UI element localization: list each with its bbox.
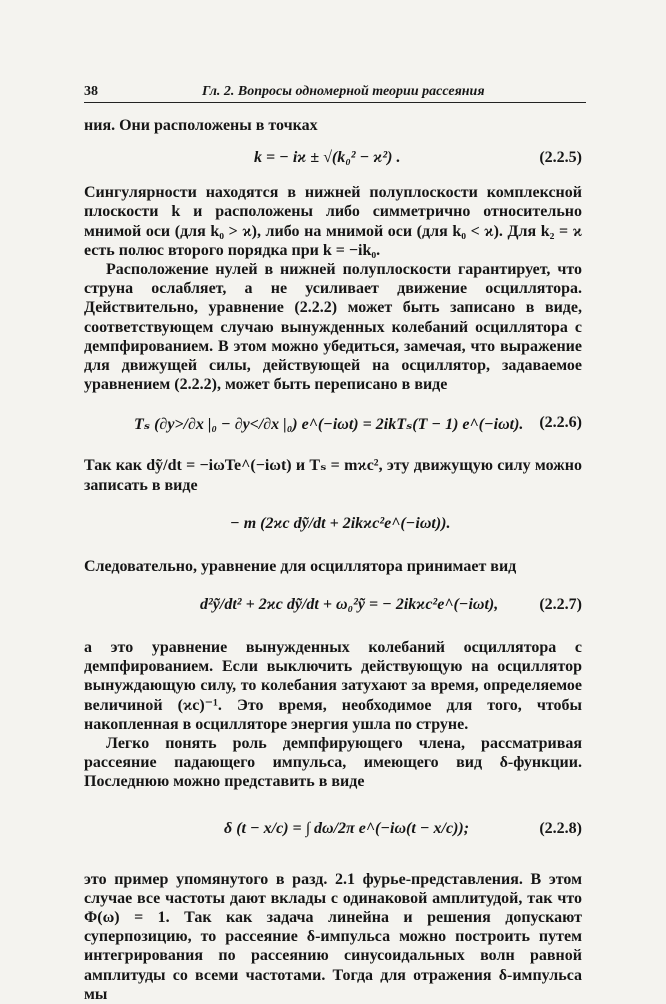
equation-formula: − m (2ϰc dỹ/dt + 2ikϰc²e^(−iωt)). [230,514,451,532]
paragraph: Легко понять роль демпфирующего члена, рассматривая рассеяние падающего импульса, имеющего вид δ-функции. Последнюю можно представить в виде [84,735,582,791]
equation-number: (2.2.7) [539,596,582,614]
equation-number: (2.2.8) [539,819,582,837]
equation-number: (2.2.6) [539,414,582,432]
equation-formula: k = − iϰ ± √(k₀² − ϰ²) . [254,149,401,167]
paragraph: Сингулярности находятся в нижней полуплоскости комплексной плоскости k и расположены либо симметрично относительно мнимой оси (для k₀ > ϰ), либо на мнимой оси (для k₀ < ϰ). Для k₂ = ϰ есть полюс второго порядка при k = −ik₀. [84,184,582,259]
equation-2-2-6 [84,402,582,446]
paragraph: ния. Они расположены в точках [84,117,318,134]
running-title: Гл. 2. Вопросы одномерной теории рассеяния [202,84,485,99]
text-column [84,116,582,1004]
equation-2-2-8 [84,800,582,860]
paragraph: Следовательно, уравнение для осциллятора принимает вид [84,557,517,575]
paragraph: Так как dỹ/dt = −iωTe^(−iωt) и Tₛ = mϰc², эту движущую силу можно записать в виде [84,457,582,494]
paragraph: Расположение нулей в нижней полуплоскости гарантирует, что струна ослабляет, а не усиливает движение осциллятора. Действительно, уравнение (2.2.2) может быть записано в виде, соответствующем случаю вынужденных колебаний осциллятора с демпфированием. В этом можно убедиться, замечая, что выражение для движущей силы, действующей на осциллятор, задаваемое уравнением (2.2.2), может быть переписано в виде [84,261,582,394]
equation-2-2-7 [84,584,582,628]
paragraph: это пример упомянутого в разд. 2.1 фурье-представления. В этом случае все частоты дают вклады с одинаковой амплитудой, так что Φ(ω) = 1. Так как задача линейна и решения допускают суперпозицию, то рассеяние δ-импульса можно построить путем интегрирования по рассеянию синусоидальных волн равной амплитуды со всеми частотами. Тогда для отражения δ-импульса мы [84,870,582,1003]
equation-unnumbered [84,503,582,547]
page-number: 38 [84,84,98,99]
equation-2-2-5 [84,143,582,173]
equation-formula: Tₛ (∂y>/∂x |₀ − ∂y</∂x |₀) e^(−iωt) = 2ikTₛ(T − 1) e^(−iωt). [134,416,524,434]
equation-formula: d²ỹ/dt² + 2ϰc dỹ/dt + ω₀²ỹ = − 2ikϰc²e^(−iωt), [200,596,499,614]
paragraph: а это уравнение вынужденных колебаний осциллятора с демпфированием. Если выключить действующую на осциллятор вынуждающую силу, то колебания затухают за время, определяемое величиной (ϰc)⁻¹. Это время, необходимое для того, чтобы накопленная в осцилляторе энергия ушла по струне. [84,639,582,733]
page-header [84,84,586,103]
equation-formula: δ (t − x/c) = ∫ dω/2π e^(−iω(t − x/c)); [224,819,470,837]
equation-number: (2.2.5) [539,149,582,167]
